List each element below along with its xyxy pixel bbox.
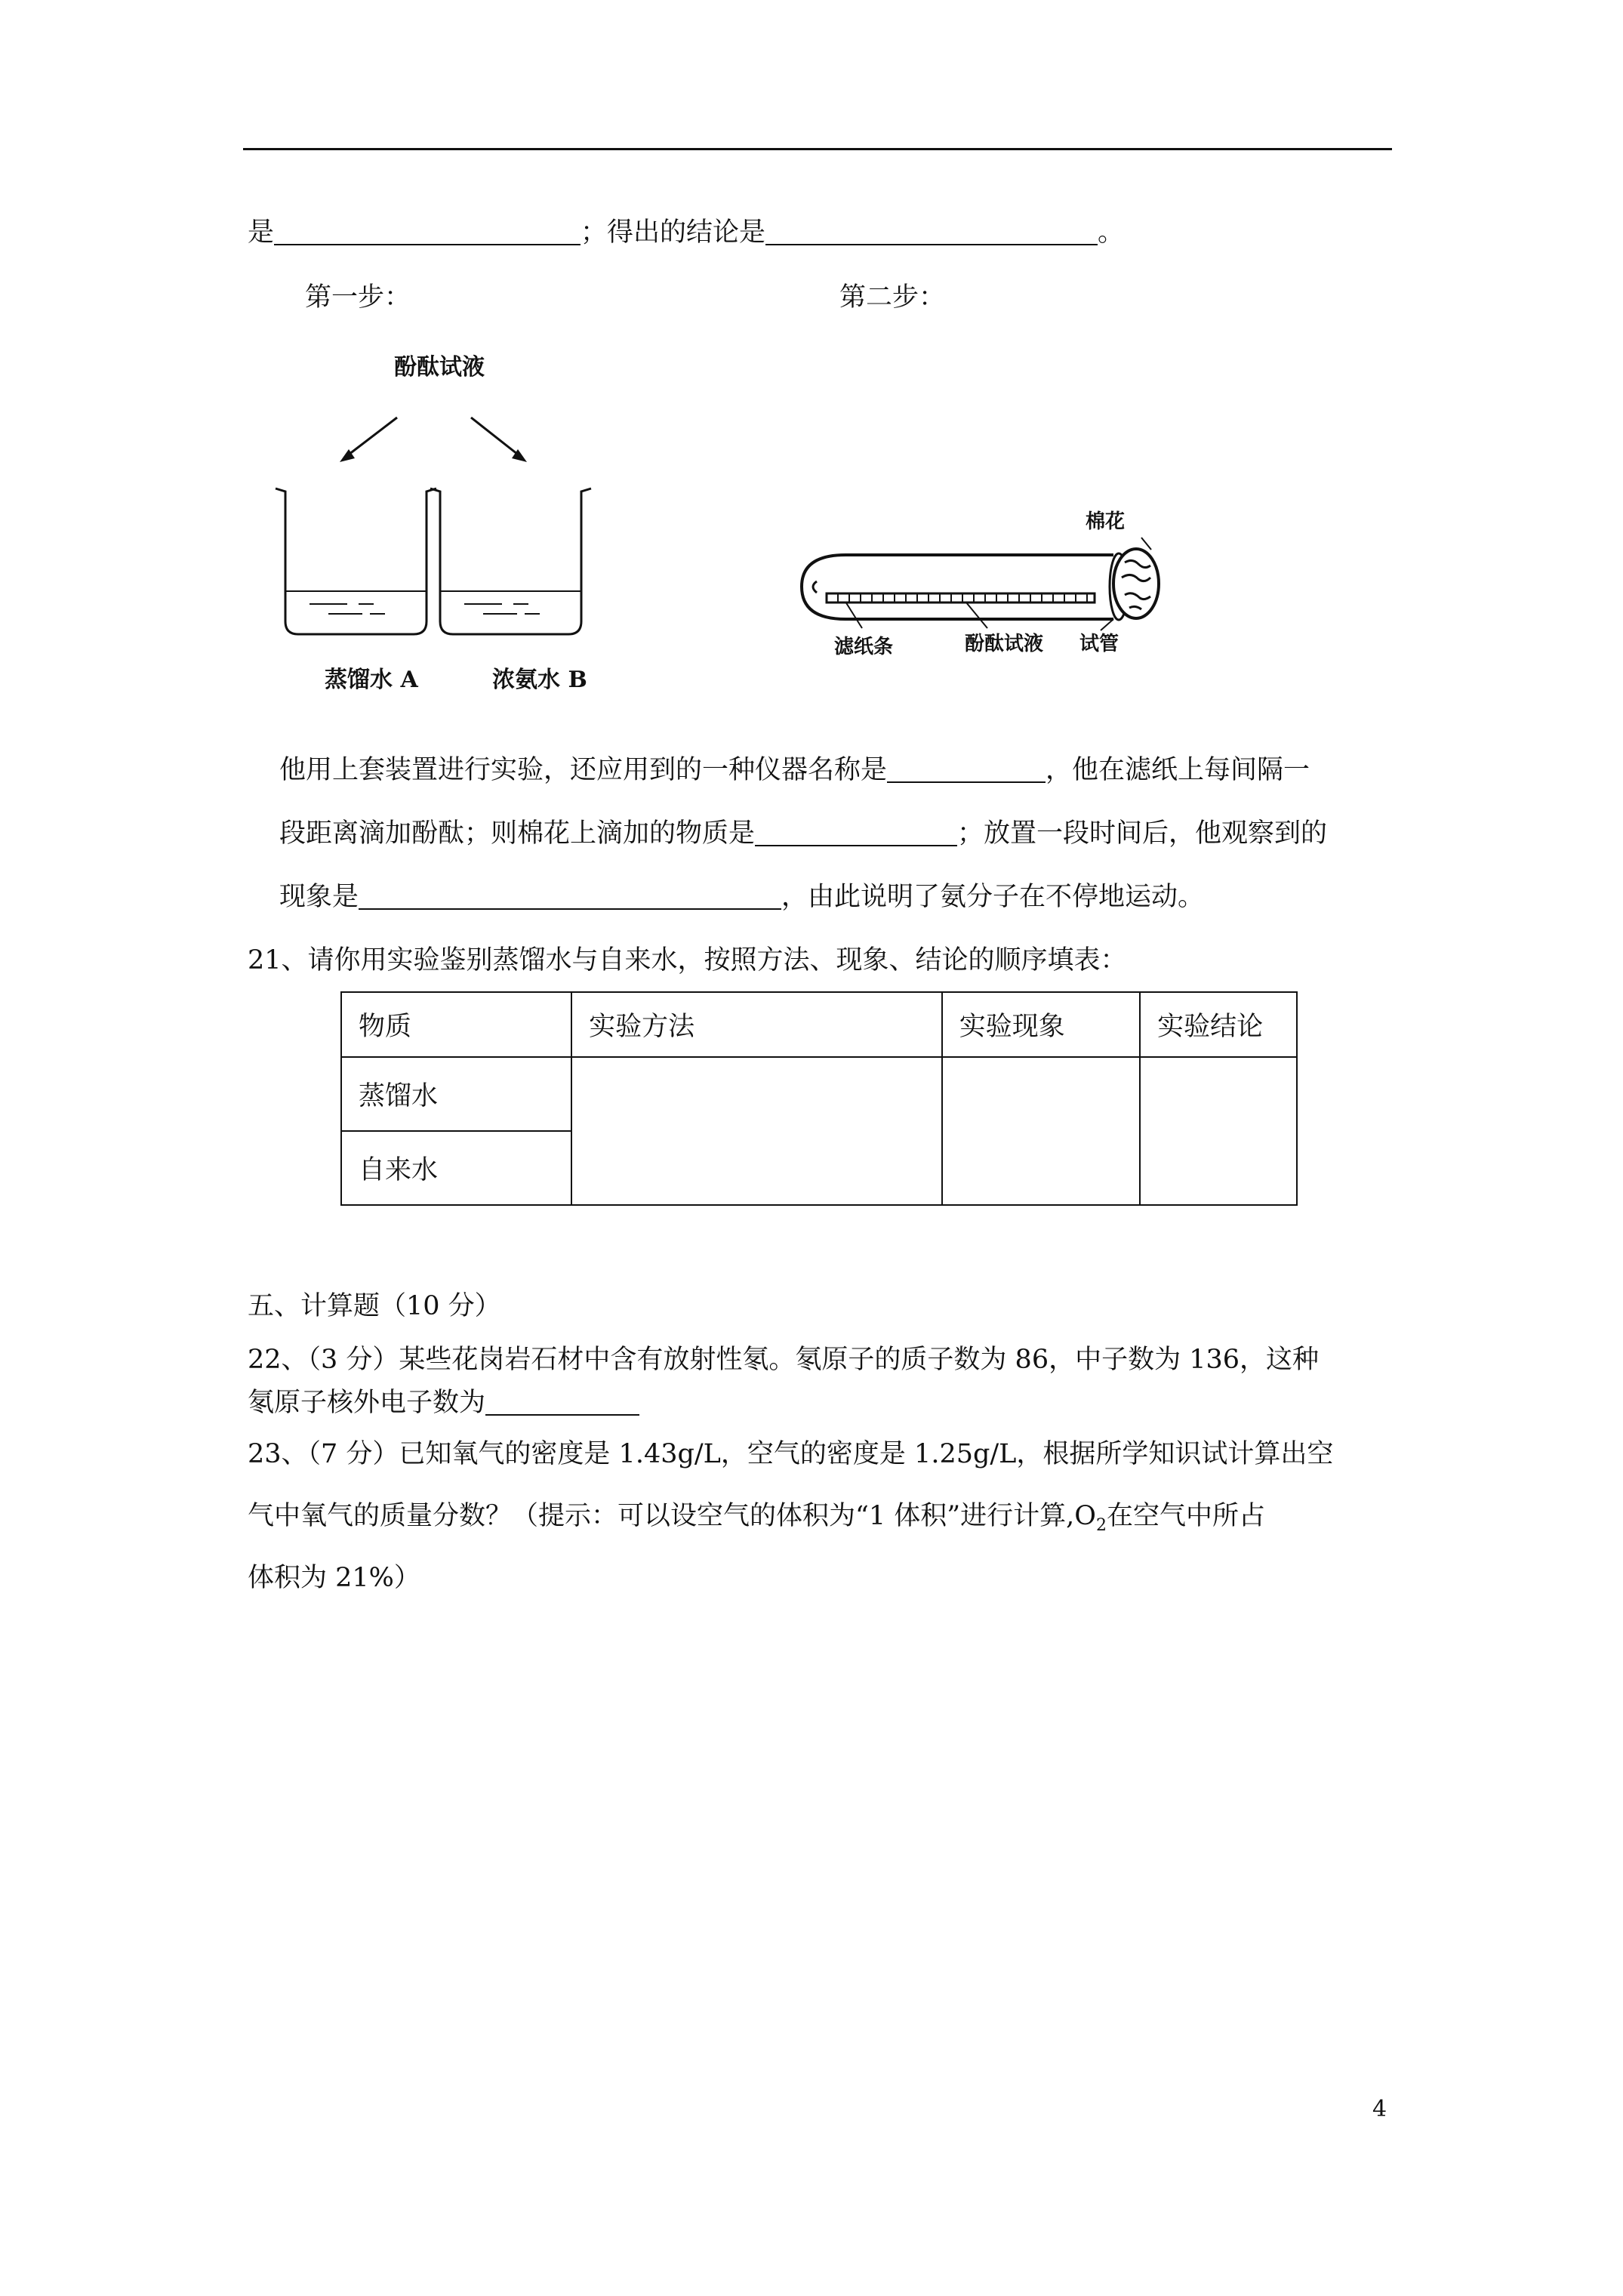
beaker-a-label: 蒸馏水 A [325, 667, 418, 693]
table-header-cell: 实验现象 [942, 992, 1140, 1057]
cotton-label: 棉花 [1086, 510, 1126, 533]
text-fragment: 氡原子核外电子数为 [248, 1388, 486, 1418]
step1-label: 第一步： [305, 282, 411, 313]
q22-line1: 22、（3 分）某些花岗岩石材中含有放射性氡。氡原子的质子数为 86，中子数为 136，这种 [248, 1345, 1320, 1375]
answer-blank[interactable] [359, 881, 781, 910]
reagent-label: 酚酞试液 [394, 354, 485, 381]
text-fragment: ，由此说明了氨分子在不停地运动。 [781, 882, 1205, 912]
text-fragment: ，他在滤纸上每间隔一 [1046, 755, 1310, 785]
q23-line1: 23、（7 分）已知氧气的密度是 1.43g/L，空气的密度是 1.25g/L，根据所学知识试计算出空 [248, 1439, 1334, 1469]
text-fragment: 。 [1098, 217, 1125, 248]
text-fragment: 气中氧气的质量分数？（提示：可以设空气的体积为“1 体积”进行计算,O [248, 1501, 1097, 1531]
table-header-row [341, 992, 1297, 1057]
q21-question: 21、请你用实验鉴别蒸馏水与自来水，按照方法、现象、结论的顺序填表： [248, 945, 1127, 975]
subscript: 2 [1096, 1516, 1107, 1535]
page-number: 4 [1372, 2096, 1387, 2122]
beaker-b-label: 浓氨水 B [492, 667, 587, 693]
answer-blank[interactable] [765, 217, 1098, 245]
phenolphthalein-label: 酚酞试液 [965, 633, 1044, 655]
q23-line2 [248, 1498, 1265, 1544]
text-fragment: 是 [248, 217, 275, 248]
table-cell-method[interactable] [571, 1057, 942, 1205]
q21-table [340, 991, 1298, 1206]
answer-blank[interactable] [485, 1387, 639, 1416]
q20-line2 [279, 815, 1327, 852]
header-rule [243, 148, 1392, 150]
text-fragment: ；放置一段时间后，他观察到的 [957, 818, 1328, 849]
text-fragment: 段距离滴加酚酞；则棉花上滴加的物质是 [279, 818, 756, 849]
q20-line1 [279, 752, 1310, 788]
table-header-cell: 实验方法 [571, 992, 942, 1057]
table-cell-substance: 蒸馏水 [341, 1057, 571, 1131]
filter-strip-label: 滤纸条 [834, 636, 894, 658]
step2-label: 第二步： [839, 282, 946, 313]
table-header-cell: 物质 [341, 992, 571, 1057]
section-title: 五、计算题（10 分） [248, 1291, 501, 1321]
figure-test-tube [793, 498, 1185, 672]
table-header-cell: 实验结论 [1140, 992, 1297, 1057]
table-row [341, 1057, 1297, 1131]
table-cell-substance: 自来水 [341, 1131, 571, 1205]
table-cell-conclusion[interactable] [1140, 1057, 1297, 1205]
text-fragment: 现象是 [279, 882, 359, 912]
q20-line3 [279, 879, 1204, 915]
test-tube-label: 试管 [1079, 633, 1119, 655]
text-fragment: ；得出的结论是 [581, 217, 766, 248]
beakers-drawing [249, 344, 642, 706]
q23-line3: 体积为 21%） [248, 1563, 420, 1593]
q22-line2 [248, 1385, 639, 1421]
figure-beakers [249, 344, 642, 706]
answer-blank[interactable] [274, 217, 581, 245]
text-fragment: 他用上套装置进行实验，还应用到的一种仪器名称是 [279, 755, 888, 785]
answer-blank[interactable] [755, 818, 957, 846]
text-fragment: 在空气中所占 [1107, 1501, 1266, 1531]
table-cell-observation[interactable] [942, 1057, 1140, 1205]
answer-blank[interactable] [887, 754, 1046, 783]
q20-conclusion-line [248, 214, 1124, 251]
